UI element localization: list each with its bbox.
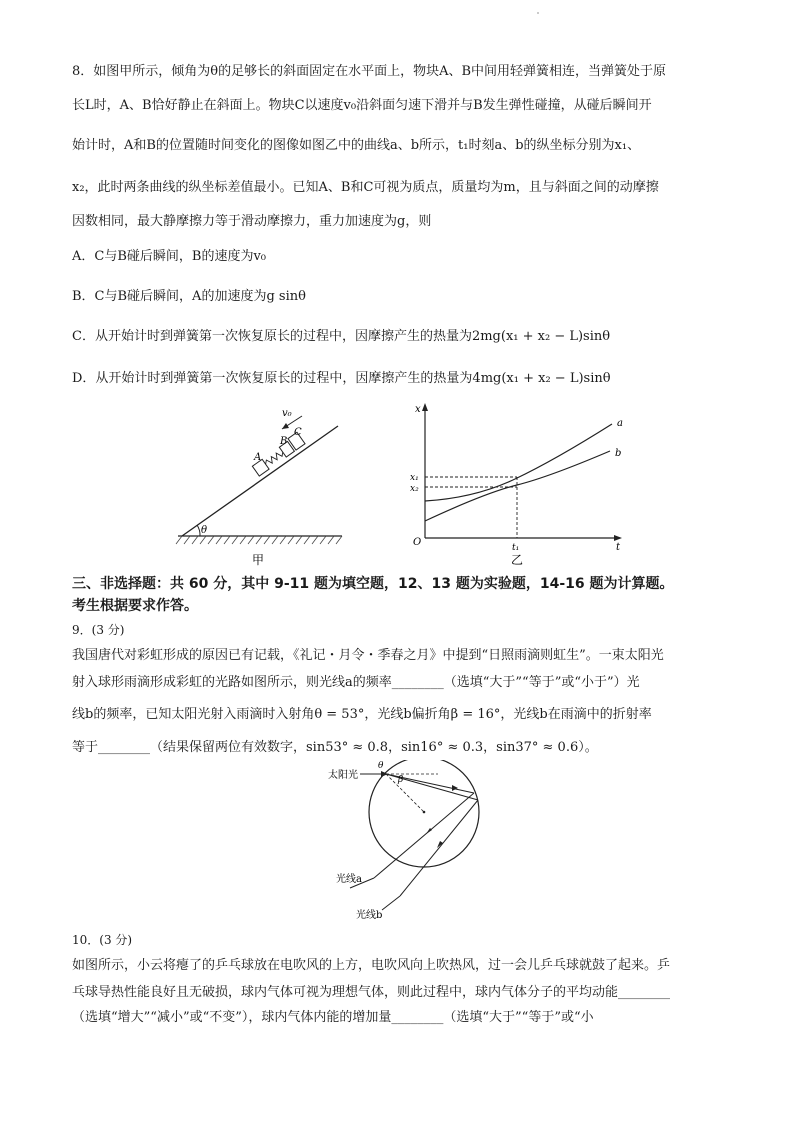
t-axis-label: t (616, 542, 621, 553)
q8-option-a: A．C与B碰后瞬间，B的速度为v₀ (72, 249, 266, 264)
ray-b-label: 光线b (356, 910, 383, 920)
q8-line-3: 始计时，A和B的位置随时间变化的图像如图乙中的曲线a、b所示，t₁时刻a、b的纵坐标分别为x₁、 (72, 138, 641, 153)
tick-x2-label: x₂ (410, 484, 419, 494)
q8-option-d: D．从开始计时到弹簧第一次恢复原长的过程中，因摩擦产生的热量为4mg(x₁ + x₂ − L)sinθ (72, 371, 611, 386)
section-3-title-line-1: 三、非选择题：共 60 分，其中 9-11 题为填空题，12、13 题为实验题，14-16 题为计算题。 (72, 576, 674, 592)
curve-a-label: a (617, 418, 623, 429)
block-c-label: C (294, 427, 302, 438)
v0-label: v₀ (282, 408, 292, 419)
q8-line-4: x₂，此时两条曲线的纵坐标差值最小。已知A、B和C可视为质点，质量均为m，且与斜面之间的动摩擦 (72, 180, 659, 195)
fig-jia-caption: 甲 (252, 553, 265, 567)
q8-line-2: 长L时，A、B恰好静止在斜面上。物块C以速度v₀沿斜面匀速下滑并与B发生弹性碰撞，从碰后瞬间开 (72, 98, 652, 113)
q9-header: 9．(3 分) (72, 623, 125, 637)
q8-line-5: 因数相同，最大静摩擦力等于滑动摩擦力，重力加速度为g，则 (72, 214, 432, 229)
xt-graph-figure (405, 398, 630, 566)
x-axis-label: x (415, 404, 421, 415)
tick-x1-label: x₁ (410, 473, 419, 483)
theta-label: θ (378, 761, 384, 771)
q9-line-1: 我国唐代对彩虹形成的原因已有记载，《礼记・月令・季春之月》中提到“日照雨滴则虹生”。一束太阳光 (72, 648, 664, 663)
angle-theta-label: θ (201, 525, 208, 536)
raindrop-figure (328, 760, 498, 920)
q8-option-b: B．C与B碰后瞬间，A的加速度为g sinθ (72, 289, 306, 304)
q9-line-2: 射入球形雨滴形成彩虹的光路如图所示，则光线a的频率________（选填“大于”“等于”或“小于”）光 (72, 675, 640, 690)
q8-line-1: 8．如图甲所示，倾角为θ的足够长的斜面固定在水平面上，物块A、B中间用轻弹簧相连，当弹簧处于原 (72, 64, 667, 79)
origin-label: O (413, 537, 422, 548)
page-marker-dot (537, 12, 539, 14)
fig-yi-caption: 乙 (511, 553, 524, 566)
q10-line-2: 乓球导热性能良好且无破损，球内气体可视为理想气体，则此过程中，球内气体分子的平均动能________ (72, 985, 671, 1000)
q9-line-3: 线b的频率，已知太阳光射入雨滴时入射角θ = 53°，光线b偏折角β = 16°，光线b在雨滴中的折射率 (72, 707, 652, 722)
curve-b (425, 451, 610, 521)
sunlight-label: 太阳光 (328, 770, 358, 781)
section-3-title-line-2: 考生根据要求作答。 (72, 598, 198, 614)
tick-t1-label: t₁ (512, 543, 520, 553)
q10-line-3: （选填“增大”“减小”或“不变”），球内气体内能的增加量________（选填“大于”“等于”或“小 (72, 1010, 594, 1025)
curve-b-label: b (615, 448, 622, 459)
incline-figure (170, 402, 350, 567)
block-a-label: A (254, 452, 262, 463)
q8-option-c: C．从开始计时到弹簧第一次恢复原长的过程中，因摩擦产生的热量为2mg(x₁ + x₂ − L)sinθ (72, 329, 611, 344)
q10-header: 10．(3 分) (72, 933, 133, 947)
q10-line-1: 如图所示，小云将瘪了的乒乓球放在电吹风的上方，电吹风向上吹热风，过一会儿乒乓球就鼓了起来。乒 (72, 958, 671, 973)
ray-a-label: 光线a (336, 874, 362, 885)
beta-label: β (398, 775, 404, 785)
curve-a (425, 424, 612, 501)
block-b-label: B (280, 436, 288, 447)
q9-line-4: 等于________（结果保留两位有效数字，sin53° ≈ 0.8，sin16° ≈ 0.3，sin37° ≈ 0.6）。 (72, 740, 598, 755)
